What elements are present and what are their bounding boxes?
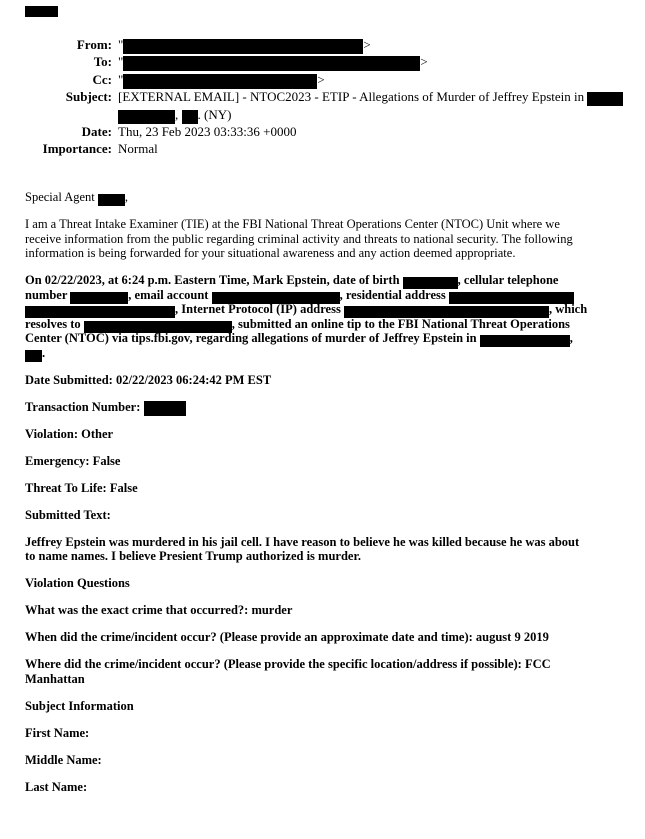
paragraph-line	[25, 190, 630, 205]
paragraph	[25, 535, 630, 564]
paragraph-line	[25, 400, 630, 415]
text-run: . (NY)	[197, 106, 232, 122]
text-run: On 02/22/2023, at 6:24 p.m. Eastern Time, Mark Epstein, date of birth	[25, 273, 403, 287]
redaction-bar	[123, 74, 317, 89]
paragraph-line	[25, 603, 630, 618]
text-run: >	[317, 71, 325, 87]
paragraph-line	[25, 549, 630, 564]
paragraph-line	[25, 246, 630, 261]
paragraph	[25, 657, 630, 686]
paragraph-line	[25, 288, 630, 303]
email-header	[27, 36, 627, 158]
email-header-row	[27, 123, 627, 140]
text-run: , email account	[128, 287, 212, 302]
paragraph-line	[25, 346, 630, 361]
paragraph-line	[25, 481, 630, 496]
text-run: , cellular telephone	[457, 273, 559, 287]
header-field-label: To:	[93, 54, 112, 70]
text-run: ,	[124, 190, 129, 204]
redaction-bar	[123, 56, 420, 71]
text-run: Last Name:	[25, 779, 88, 794]
redaction-bar	[480, 335, 570, 347]
text-run: Emergency: False	[25, 453, 121, 468]
paragraph-line	[25, 508, 630, 523]
paragraph	[25, 780, 630, 795]
paragraph-line	[25, 753, 630, 768]
paragraph	[25, 603, 630, 618]
paragraph-line	[25, 657, 630, 672]
text-run: , which	[548, 302, 588, 316]
paragraph-line	[25, 535, 630, 550]
header-value-line	[118, 106, 623, 123]
text-run: to name names. I believe Presient Trump authorized is murder.	[25, 549, 361, 563]
text-run: , residential address	[339, 287, 449, 302]
redaction-bar	[123, 39, 363, 54]
text-run: Submitted Text:	[25, 507, 111, 522]
header-value-line	[118, 71, 325, 88]
header-field-value	[118, 88, 623, 123]
email-header-row	[27, 53, 627, 70]
paragraph	[25, 190, 630, 205]
paragraph-line	[25, 726, 630, 741]
email-header-row	[27, 88, 627, 123]
paragraph	[25, 373, 630, 388]
text-run: ,	[569, 331, 573, 345]
paragraph	[25, 273, 630, 360]
paragraph	[25, 508, 630, 523]
paragraph-line	[25, 232, 630, 247]
redaction-bar	[144, 401, 186, 416]
email-body	[25, 190, 630, 807]
text-run: Manhattan	[25, 671, 85, 686]
text-run: First Name:	[25, 725, 90, 740]
paragraph	[25, 630, 630, 645]
header-value-line	[118, 88, 623, 105]
paragraph-line	[25, 630, 630, 645]
header-value-line	[118, 123, 297, 140]
text-run: I am a Threat Intake Examiner (TIE) at the FBI National Threat Operations Center (NTOC) Unit where we	[25, 217, 560, 231]
text-run: Transaction Number:	[25, 399, 144, 414]
paragraph	[25, 481, 630, 496]
header-field-value	[118, 140, 158, 157]
header-field-label: From:	[76, 37, 112, 52]
text-run: number	[25, 287, 71, 302]
text-run: When did the crime/incident occur? (Please provide an approximate date and time): august 9 2019	[25, 630, 549, 644]
text-run: Thu, 23 Feb 2023 03:33:36 +0000	[118, 124, 297, 140]
text-run: Middle Name:	[25, 752, 102, 767]
paragraph-line	[25, 373, 630, 388]
header-field-label: Importance:	[42, 141, 112, 157]
text-run: receive information from the public regarding criminal activity and threats to national security. The following	[25, 231, 573, 246]
text-run: Center (NTOC) via tips.fbi.gov, regarding allegations of murder of Jeffrey Epstein in	[25, 331, 480, 345]
redaction-bar	[587, 92, 623, 106]
text-run: What was the exact crime that occurred?: murder	[25, 603, 293, 617]
paragraph-line	[25, 273, 630, 288]
paragraph-line	[25, 672, 630, 687]
text-run: Violation: Other	[25, 426, 114, 441]
text-run: .	[42, 345, 46, 360]
text-run: Normal	[118, 141, 158, 157]
paragraph-line	[25, 217, 630, 232]
paragraph-line	[25, 302, 630, 317]
header-value-line	[118, 53, 428, 70]
paragraph-line	[25, 780, 630, 795]
header-field-value	[118, 36, 371, 53]
email-header-row	[27, 140, 627, 157]
redaction-bar	[118, 110, 175, 124]
paragraph-line	[25, 699, 630, 714]
paragraph	[25, 576, 630, 591]
header-field-label: Cc:	[92, 71, 112, 87]
text-run: Violation Questions	[25, 576, 130, 590]
paragraph-line	[25, 317, 630, 332]
text-run: "	[118, 37, 124, 52]
header-field-value	[118, 123, 297, 140]
text-run: resolves to	[25, 316, 84, 331]
email-header-row	[27, 36, 627, 53]
text-run: information is being forwarded for your situational awareness and any action deemed appropriate.	[25, 246, 516, 260]
paragraph-line	[25, 331, 630, 346]
paragraph	[25, 427, 630, 442]
text-run: Date Submitted: 02/22/2023 06:24:42 PM EST	[25, 372, 272, 387]
header-field-value	[118, 53, 428, 70]
header-field-label: Subject:	[65, 89, 112, 105]
text-run: , Internet Protocol (IP) address	[175, 302, 344, 316]
paragraph	[25, 454, 630, 469]
header-field-value	[118, 71, 325, 88]
header-value-line	[118, 36, 371, 53]
text-run: Where did the crime/incident occur? (Please provide the specific location/address if possible): FCC	[25, 657, 551, 671]
paragraph-line	[25, 427, 630, 442]
paragraph	[25, 699, 630, 714]
paragraph-line	[25, 454, 630, 469]
text-run: Threat To Life: False	[25, 480, 138, 495]
text-run: Subject Information	[25, 698, 134, 713]
text-run: >	[363, 37, 371, 52]
redaction-bar	[98, 194, 125, 206]
redaction-bar	[182, 110, 198, 124]
text-run: >	[420, 54, 428, 70]
header-field-label: Date:	[81, 124, 112, 140]
header-value-line	[118, 140, 158, 157]
paragraph-line	[25, 576, 630, 591]
corner-redaction-bar	[25, 6, 58, 17]
paragraph	[25, 400, 630, 415]
text-run: "	[118, 54, 124, 70]
text-run: ,	[175, 106, 182, 122]
text-run: Special Agent	[25, 190, 98, 204]
redaction-bar	[25, 350, 42, 362]
text-run: "	[118, 71, 124, 87]
paragraph	[25, 217, 630, 261]
email-header-row	[27, 71, 627, 88]
paragraph	[25, 726, 630, 741]
text-run: [EXTERNAL EMAIL] - NTOC2023 - ETIP - Allegations of Murder of Jeffrey Epstein in	[118, 89, 588, 105]
text-run: , submitted an online tip to the FBI National Threat Operations	[231, 316, 570, 331]
paragraph	[25, 753, 630, 768]
text-run: Jeffrey Epstein was murdered in his jail cell. I have reason to believe he was killed because he was about	[25, 534, 580, 549]
